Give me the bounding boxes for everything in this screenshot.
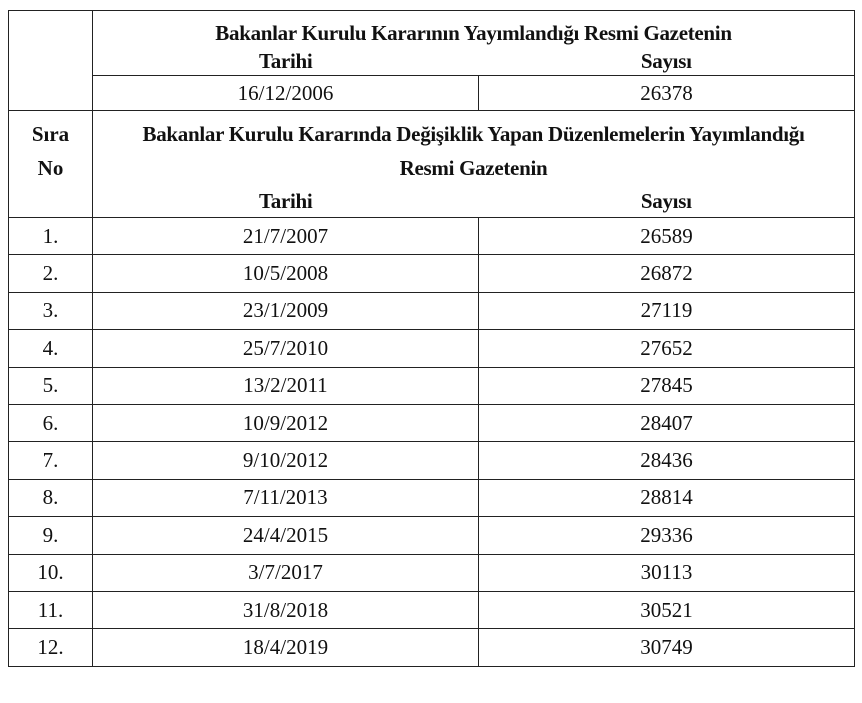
header2-title-line2: Resmi Gazetenin (399, 156, 548, 180)
row-date: 7/11/2013 (93, 479, 479, 516)
header1-title: Bakanlar Kurulu Kararının Yayımlandığı Resmi Gazetenin (93, 11, 855, 48)
row-date: 18/4/2019 (93, 629, 479, 666)
table-row (9, 218, 855, 255)
header2-title-row (9, 111, 855, 186)
table-row (9, 367, 855, 404)
header2-title-line1: Bakanlar Kurulu Kararında Değişiklik Yapan Düzenlemelerin Yayımlandığı (142, 122, 805, 146)
table-row (9, 330, 855, 367)
row-no: 11. (9, 591, 93, 628)
row-number: 28436 (479, 442, 855, 479)
sira-label: Sıra (31, 122, 70, 146)
row-no: 12. (9, 629, 93, 666)
table-row (9, 442, 855, 479)
row-number: 30113 (479, 554, 855, 591)
header1-col-date: Tarihi (93, 47, 479, 76)
header1-title-row (9, 11, 855, 48)
row-no: 8. (9, 479, 93, 516)
header1-cols-row (9, 47, 855, 76)
row-no: 9. (9, 517, 93, 554)
table-row (9, 554, 855, 591)
gazette-table (8, 10, 855, 667)
empty-corner-cell (9, 11, 93, 111)
row-number: 26872 (479, 255, 855, 292)
row-number: 30749 (479, 629, 855, 666)
table-row (9, 255, 855, 292)
table-row (9, 629, 855, 666)
row-number: 27652 (479, 330, 855, 367)
row-no: 1. (9, 218, 93, 255)
row-no: 4. (9, 330, 93, 367)
row-no: 7. (9, 442, 93, 479)
row-no: 5. (9, 367, 93, 404)
table-row (9, 292, 855, 329)
row-date: 23/1/2009 (93, 292, 479, 329)
header2-cols-row (9, 185, 855, 218)
row-no: 3. (9, 292, 93, 329)
row-number: 30521 (479, 591, 855, 628)
row-date: 9/10/2012 (93, 442, 479, 479)
sira-no-header (9, 111, 93, 218)
header2-col-number: Sayısı (479, 185, 855, 218)
header2-title (93, 111, 855, 186)
row-no: 2. (9, 255, 93, 292)
header1-values-row (9, 76, 855, 111)
row-date: 3/7/2017 (93, 554, 479, 591)
row-no: 10. (9, 554, 93, 591)
table-row (9, 517, 855, 554)
row-number: 28814 (479, 479, 855, 516)
row-date: 10/5/2008 (93, 255, 479, 292)
row-number: 26589 (479, 218, 855, 255)
row-number: 27845 (479, 367, 855, 404)
row-date: 31/8/2018 (93, 591, 479, 628)
row-date: 13/2/2011 (93, 367, 479, 404)
row-date: 25/7/2010 (93, 330, 479, 367)
table-row (9, 404, 855, 441)
header1-date: 16/12/2006 (93, 76, 479, 111)
row-number: 27119 (479, 292, 855, 329)
row-date: 10/9/2012 (93, 404, 479, 441)
row-date: 24/4/2015 (93, 517, 479, 554)
row-number: 29336 (479, 517, 855, 554)
table-row (9, 479, 855, 516)
table-row (9, 591, 855, 628)
document (8, 10, 855, 667)
header1-col-number: Sayısı (479, 47, 855, 76)
row-date: 21/7/2007 (93, 218, 479, 255)
no-label: No (37, 156, 64, 180)
header2-col-date: Tarihi (93, 185, 479, 218)
row-number: 28407 (479, 404, 855, 441)
header1-number: 26378 (479, 76, 855, 111)
row-no: 6. (9, 404, 93, 441)
